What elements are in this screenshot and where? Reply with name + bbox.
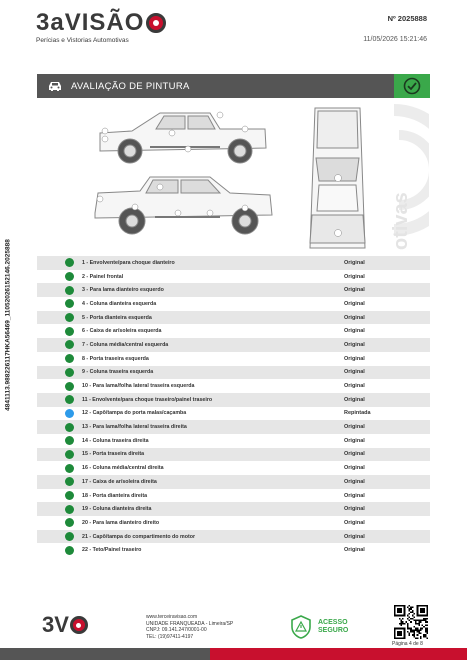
parts-row <box>37 256 430 270</box>
part-name: 7 - Coluna média/central esquerda <box>82 341 169 348</box>
part-status: Repintada <box>344 410 371 417</box>
part-status: Original <box>344 547 365 554</box>
part-status: Original <box>344 300 365 307</box>
footer-logo-3: 3V <box>42 612 69 637</box>
parts-row <box>37 489 430 503</box>
target-icon <box>146 13 166 33</box>
status-dot-icon <box>65 299 74 308</box>
status-dot-icon <box>65 436 74 445</box>
status-dot-icon <box>65 272 74 281</box>
status-dot-icon <box>65 423 74 432</box>
part-name: 22 - Teto/Painel traseiro <box>82 547 142 554</box>
status-dot-icon <box>65 518 74 527</box>
car-icon <box>47 80 63 92</box>
part-status: Original <box>344 314 365 321</box>
part-status: Original <box>344 287 365 294</box>
part-name: 10 - Para lama/folha lateral traseira esquerda <box>82 383 195 390</box>
status-dot-icon <box>65 491 74 500</box>
part-name: 21 - Capô/tampa do compartimento do motor <box>82 533 196 540</box>
part-status: Original <box>344 492 365 499</box>
document-number: Nº 2025888 <box>387 14 427 23</box>
part-status: Original <box>344 519 365 526</box>
page-number: Página 4 de 8 <box>392 641 423 647</box>
parts-row <box>37 434 430 448</box>
vertical-document-id: 4841113.988226117HKA56469_11052026152146.2025888 <box>4 239 12 411</box>
parts-row <box>37 461 430 475</box>
part-name: 6 - Caixa de ar/soleira esquerda <box>82 328 162 335</box>
part-name: 8 - Porta traseira esquerda <box>82 355 149 362</box>
status-dot-icon <box>65 368 74 377</box>
parts-row <box>37 297 430 311</box>
part-status: Original <box>344 437 365 444</box>
part-name: 17 - Caixa de ar/soleira direita <box>82 478 157 485</box>
part-name: 13 - Para lama/folha lateral traseira direita <box>82 424 187 431</box>
shield-icon <box>290 615 312 639</box>
part-status: Original <box>344 451 365 458</box>
status-dot-icon <box>65 450 74 459</box>
part-status: Original <box>344 273 365 280</box>
part-name: 1 - Envolvente/para choque dianteiro <box>82 259 175 266</box>
parts-row <box>37 502 430 516</box>
status-dot-icon <box>65 286 74 295</box>
status-dot-icon <box>65 477 74 486</box>
phone: TEL: (19)97411-4197 <box>146 633 194 640</box>
part-name: 9 - Coluna traseira esquerda <box>82 369 154 376</box>
contact-info <box>146 614 233 640</box>
part-status: Original <box>344 355 365 362</box>
part-status: Original <box>344 396 365 403</box>
part-status: Original <box>344 383 365 390</box>
parts-row <box>37 393 430 407</box>
parts-row <box>37 516 430 530</box>
parts-row <box>37 311 430 325</box>
status-dot-icon <box>65 409 74 418</box>
watermark-text: otivas <box>390 192 412 250</box>
status-dot-icon <box>65 505 74 514</box>
status-dot-icon <box>65 546 74 555</box>
part-status: Original <box>344 506 365 513</box>
status-dot-icon <box>65 313 74 322</box>
status-dot-icon <box>65 258 74 267</box>
parts-row <box>37 420 430 434</box>
target-icon <box>70 616 88 634</box>
parts-row <box>37 352 430 366</box>
part-status: Original <box>344 259 365 266</box>
part-name: 5 - Porta dianteira esquerda <box>82 314 152 321</box>
brand-name: 3aVISÃO <box>36 9 145 36</box>
part-name: 20 - Para lama dianteiro direito <box>82 519 160 526</box>
vehicle-diagram <box>60 103 430 255</box>
parts-row <box>37 283 430 297</box>
part-status: Original <box>344 369 365 376</box>
check-circle-icon <box>403 77 421 95</box>
cnpj: CNPJ: 09.141.247/0001-00 <box>146 627 207 633</box>
part-name: 14 - Coluna traseira direita <box>82 437 149 444</box>
part-name: 11 - Envolvente/para choque traseiro/painel traseiro <box>82 396 213 403</box>
part-name: 18 - Porta dianteira direita <box>82 492 148 499</box>
company-logo <box>36 10 166 44</box>
part-status: Original <box>344 478 365 485</box>
part-status: Original <box>344 341 365 348</box>
secure-line2: SEGURO <box>318 627 349 634</box>
secure-access-badge <box>290 615 348 639</box>
footer-bar <box>0 648 467 660</box>
part-status: Original <box>344 328 365 335</box>
part-name: 16 - Coluna média/central direita <box>82 465 164 472</box>
part-name: 12 - Capô/tampa do porta malas/caçamba <box>82 410 187 417</box>
parts-row <box>37 543 430 557</box>
status-dot-icon <box>65 354 74 363</box>
part-status: Original <box>344 533 365 540</box>
parts-row <box>37 530 430 544</box>
secure-line1: ACESSO <box>318 619 348 626</box>
status-dot-icon <box>65 340 74 349</box>
part-name: 3 - Para lama dianteiro esquerdo <box>82 287 164 294</box>
parts-row <box>37 407 430 421</box>
footer-logo <box>42 612 89 638</box>
parts-row <box>37 379 430 393</box>
section-header <box>37 74 430 98</box>
part-name: 19 - Coluna dianteira direita <box>82 506 152 513</box>
status-dot-icon <box>65 395 74 404</box>
document-date: 11/05/2026 15:21:46 <box>363 36 427 43</box>
parts-list <box>37 256 430 557</box>
parts-row <box>37 324 430 338</box>
part-name: 2 - Painel frontal <box>82 273 124 280</box>
status-dot-icon <box>65 464 74 473</box>
parts-row <box>37 475 430 489</box>
unit: UNIDADE FRANQUEADA - Limeira/SP <box>146 620 234 627</box>
car-side-view-left <box>100 113 266 163</box>
status-dot-icon <box>65 382 74 391</box>
brand-subtitle: Perícias e Vistorias Automotivas <box>36 37 129 44</box>
parts-row <box>37 338 430 352</box>
part-status: Original <box>344 424 365 431</box>
status-dot-icon <box>65 532 74 541</box>
status-check <box>394 74 430 98</box>
parts-row <box>37 448 430 462</box>
qr-code[interactable] <box>394 605 428 639</box>
parts-row <box>37 366 430 380</box>
section-title: AVALIAÇÃO DE PINTURA <box>71 80 190 92</box>
parts-row <box>37 270 430 284</box>
website: www.terceiravisao.com <box>146 614 198 620</box>
status-dot-icon <box>65 327 74 336</box>
part-name: 4 - Coluna dianteira esquerda <box>82 300 157 307</box>
part-status: Original <box>344 465 365 472</box>
part-name: 15 - Porta traseira direita <box>82 451 145 458</box>
